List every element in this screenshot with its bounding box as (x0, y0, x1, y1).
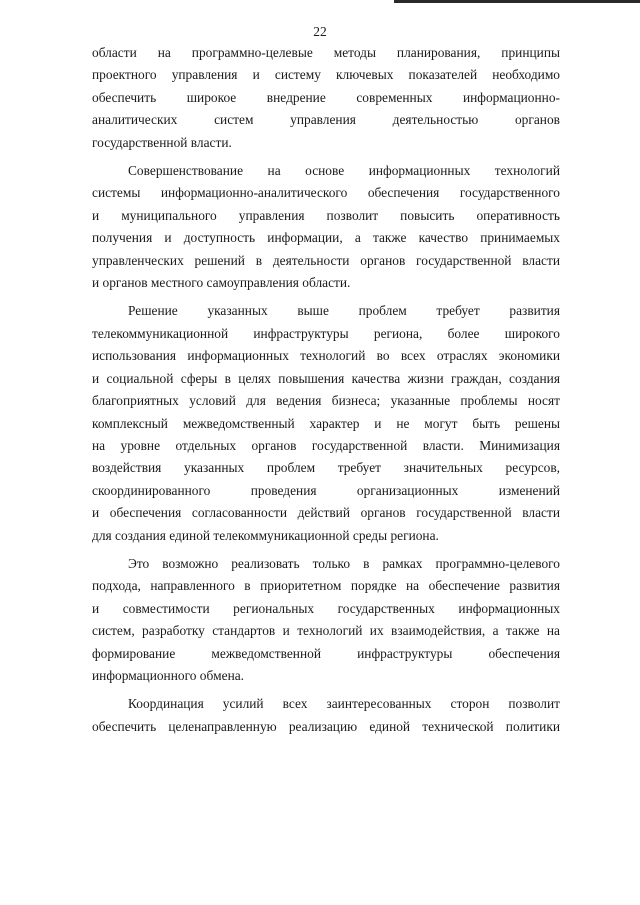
text-line: управленческих решений в деятельности органов государственной власти (92, 252, 560, 268)
text-line: обеспечить целенаправленную реализацию единой технической политики (92, 718, 560, 734)
paragraph (92, 160, 560, 294)
text-line: скоординированного проведения организационных изменений (92, 482, 560, 498)
text-line: области на программно-целевые методы планирования, принципы (92, 45, 560, 60)
paragraph (92, 553, 560, 687)
text-line: аналитических систем управления деятельностью органов (92, 112, 560, 128)
paragraph (92, 42, 560, 154)
text-line: Совершенствование на основе информационных технологий (128, 163, 560, 179)
text-line: и обеспечения согласованности действий органов государственной власти (92, 505, 560, 521)
text-line: информационного обмена. (92, 667, 245, 683)
text-line: государственной власти. (92, 134, 232, 150)
text-line: подхода, направленного в приоритетном порядке на обеспечение развития (92, 578, 560, 594)
text-line: использования информационных технологий во всех отраслях экономики (92, 348, 560, 364)
text-line: Это возможно реализовать только в рамках программно-целевого (128, 555, 560, 571)
page-number: 22 (313, 24, 327, 39)
text-line: Координация усилий всех заинтересованных сторон позволит (128, 696, 560, 712)
text-line: и муниципального управления позволит повысить оперативность (92, 207, 560, 223)
text-line: системы информационно-аналитического обеспечения государственного (92, 185, 560, 201)
paragraph (92, 693, 560, 738)
text-line: обеспечить широкое внедрение современных информационно- (92, 89, 560, 105)
text-line: Решение указанных выше проблем требует развития (128, 303, 560, 319)
text-line: благоприятных условий для ведения бизнеса; указанные проблемы носят (92, 393, 560, 409)
text-line: получения и доступность информации, а также качество принимаемых (92, 230, 560, 246)
text-line: для создания единой телекоммуникационной среды региона. (92, 527, 439, 543)
text-line: проектного управления и систему ключевых показателей необходимо (92, 67, 560, 83)
text-line: воздействия указанных проблем требует значительных ресурсов, (92, 460, 560, 476)
text-line: комплексный межведомственный характер и не могут быть решены (92, 415, 560, 431)
text-line: и органов местного самоуправления области. (92, 275, 351, 291)
text-line: телекоммуникационной инфраструктуры региона, более широкого (92, 325, 560, 341)
text-line: систем, разработку стандартов и технологий их взаимодействия, а также на (92, 623, 560, 639)
text-line: и совместимости региональных государственных информационных (92, 600, 560, 616)
text-line: на уровне отдельных органов государственной власти. Минимизация (92, 437, 560, 453)
paragraph (92, 300, 560, 546)
text-line: и социальной сферы в целях повышения качества жизни граждан, создания (92, 370, 560, 386)
text-line: формирование межведомственной инфраструктуры обеспечения (92, 645, 560, 661)
document-body (92, 42, 560, 738)
top-border-line (394, 0, 640, 3)
